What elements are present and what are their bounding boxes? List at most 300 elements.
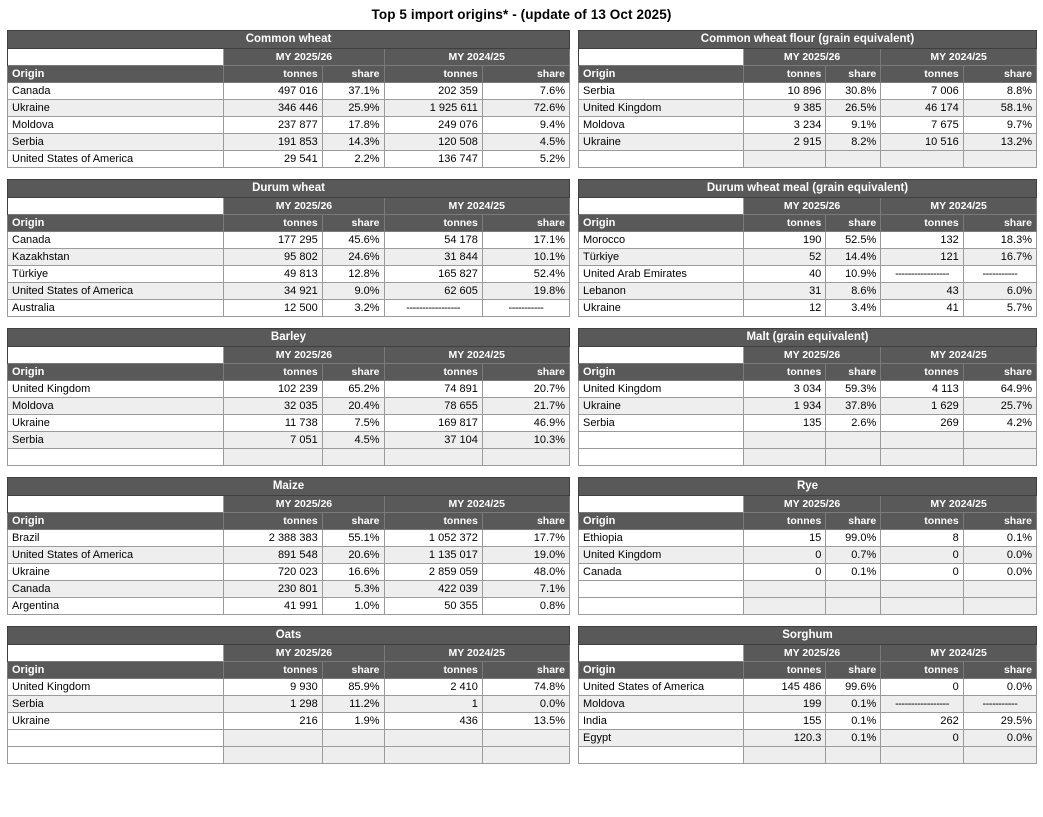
- table-common-wheat-flour: [578, 30, 1037, 168]
- cell-share-current: 65.2%: [322, 381, 384, 398]
- table-oats: [7, 626, 570, 764]
- cell-tonnes-current: 177 295: [224, 232, 322, 249]
- cell-tonnes-current: 12: [743, 300, 825, 317]
- left-column: [0, 30, 578, 775]
- cell-share-current: 20.6%: [322, 547, 384, 564]
- table-maize: [7, 477, 570, 615]
- cell-empty: [322, 449, 384, 466]
- cell-origin: Serbia: [8, 134, 224, 151]
- cell-tonnes-current: 34 921: [224, 283, 322, 300]
- cell-tonnes-current: 135: [743, 415, 825, 432]
- table-durum-wheat-meal: [578, 179, 1037, 317]
- table-row: [8, 249, 570, 266]
- table-row: [8, 398, 570, 415]
- header-my-previous: MY 2024/25: [384, 49, 569, 66]
- cell-share-current: 85.9%: [322, 679, 384, 696]
- cell-share-previous: 16.7%: [963, 249, 1036, 266]
- cell-share-current: 99.6%: [826, 679, 881, 696]
- table-title: Oats: [8, 627, 570, 645]
- cell-empty: [743, 598, 825, 615]
- cell-tonnes-previous: 422 039: [384, 581, 482, 598]
- cell-share-previous: 13.2%: [963, 134, 1036, 151]
- header-share-previous: share: [963, 215, 1036, 232]
- import-origins-table: [7, 30, 570, 168]
- cell-share-current: 1.0%: [322, 598, 384, 615]
- cell-tonnes-previous: 2 859 059: [384, 564, 482, 581]
- cell-share-previous: 4.5%: [482, 134, 569, 151]
- table-row: [8, 151, 570, 168]
- cell-tonnes-current: 145 486: [743, 679, 825, 696]
- cell-share-previous: 7.1%: [482, 581, 569, 598]
- cell-share-current: 1.9%: [322, 713, 384, 730]
- cell-share-current: 14.4%: [826, 249, 881, 266]
- cell-empty: [482, 449, 569, 466]
- cell-share-previous: 19.8%: [482, 283, 569, 300]
- cell-tonnes-previous: 0: [881, 679, 963, 696]
- cell-tonnes-previous: 0: [881, 547, 963, 564]
- table-row: [579, 266, 1037, 283]
- table-row: [8, 415, 570, 432]
- header-my-previous: MY 2024/25: [881, 198, 1037, 215]
- cell-tonnes-current: 9 930: [224, 679, 322, 696]
- header-my-current: MY 2025/26: [743, 49, 880, 66]
- table-row: [8, 117, 570, 134]
- header-origin: Origin: [579, 513, 744, 530]
- cell-tonnes-previous: 0: [881, 730, 963, 747]
- cell-tonnes-previous: 2 410: [384, 679, 482, 696]
- table-filler-row: [579, 151, 1037, 168]
- cell-origin: Serbia: [8, 432, 224, 449]
- header-share-current: share: [322, 513, 384, 530]
- cell-share-previous: 0.0%: [482, 696, 569, 713]
- table-title: Maize: [8, 478, 570, 496]
- cell-empty: [743, 747, 825, 764]
- cell-origin: Canada: [8, 581, 224, 598]
- cell-tonnes-current: 2 388 383: [224, 530, 322, 547]
- cell-share-current: 37.1%: [322, 83, 384, 100]
- cell-tonnes-previous: 37 104: [384, 432, 482, 449]
- cell-origin: Lebanon: [579, 283, 744, 300]
- cell-tonnes-current: 31: [743, 283, 825, 300]
- cell-share-previous: 29.5%: [963, 713, 1036, 730]
- header-share-current: share: [826, 66, 881, 83]
- header-share-current: share: [826, 513, 881, 530]
- cell-share-current: 45.6%: [322, 232, 384, 249]
- table-title: Durum wheat meal (grain equivalent): [579, 180, 1037, 198]
- table-barley: [7, 328, 570, 466]
- cell-empty: [826, 747, 881, 764]
- cell-share-previous: 0.8%: [482, 598, 569, 615]
- cell-share-current: 7.5%: [322, 415, 384, 432]
- cell-origin: Australia: [8, 300, 224, 317]
- cell-tonnes-current: 120.3: [743, 730, 825, 747]
- cell-tonnes-previous: 169 817: [384, 415, 482, 432]
- table-row: [579, 117, 1037, 134]
- header-my-previous: MY 2024/25: [881, 496, 1037, 513]
- cell-share-current: 0.7%: [826, 547, 881, 564]
- header-tonnes-previous: tonnes: [384, 662, 482, 679]
- cell-origin: United Kingdom: [579, 547, 744, 564]
- cell-share-current: 16.6%: [322, 564, 384, 581]
- table-title: Barley: [8, 329, 570, 347]
- cell-share-previous: -----------: [963, 266, 1036, 283]
- table-row: [579, 381, 1037, 398]
- cell-share-current: 55.1%: [322, 530, 384, 547]
- cell-tonnes-current: 1 934: [743, 398, 825, 415]
- table-filler-row: [8, 449, 570, 466]
- cell-origin: Ukraine: [579, 398, 744, 415]
- cell-share-current: 3.4%: [826, 300, 881, 317]
- cell-share-previous: 10.3%: [482, 432, 569, 449]
- cell-tonnes-previous: -----------------: [881, 266, 963, 283]
- cell-share-previous: -----------: [482, 300, 569, 317]
- cell-origin: Moldova: [8, 117, 224, 134]
- cell-share-previous: 46.9%: [482, 415, 569, 432]
- cell-origin: Serbia: [8, 696, 224, 713]
- cell-origin: Moldova: [579, 696, 744, 713]
- cell-tonnes-previous: 43: [881, 283, 963, 300]
- table-row: [579, 283, 1037, 300]
- header-spacer: [8, 496, 224, 513]
- header-my-current: MY 2025/26: [224, 645, 384, 662]
- table-sorghum: [578, 626, 1037, 764]
- cell-tonnes-previous: 74 891: [384, 381, 482, 398]
- cell-share-current: 14.3%: [322, 134, 384, 151]
- table-row: [8, 547, 570, 564]
- cell-share-previous: 0.0%: [963, 564, 1036, 581]
- header-tonnes-current: tonnes: [743, 513, 825, 530]
- cell-share-current: 25.9%: [322, 100, 384, 117]
- cell-share-current: 26.5%: [826, 100, 881, 117]
- cell-share-previous: 17.1%: [482, 232, 569, 249]
- cell-tonnes-previous: 7 675: [881, 117, 963, 134]
- cell-share-current: 10.9%: [826, 266, 881, 283]
- cell-share-current: 52.5%: [826, 232, 881, 249]
- cell-tonnes-current: 41 991: [224, 598, 322, 615]
- cell-empty: [8, 449, 224, 466]
- cell-tonnes-current: 191 853: [224, 134, 322, 151]
- cell-tonnes-previous: 62 605: [384, 283, 482, 300]
- cell-empty: [881, 598, 963, 615]
- table-filler-row: [579, 747, 1037, 764]
- table-filler-row: [579, 449, 1037, 466]
- cell-share-previous: 0.0%: [963, 547, 1036, 564]
- cell-share-previous: 7.6%: [482, 83, 569, 100]
- header-share-current: share: [826, 364, 881, 381]
- cell-tonnes-current: 891 548: [224, 547, 322, 564]
- cell-empty: [826, 432, 881, 449]
- cell-empty: [482, 747, 569, 764]
- cell-tonnes-previous: 120 508: [384, 134, 482, 151]
- cell-origin: India: [579, 713, 744, 730]
- cell-origin: United Arab Emirates: [579, 266, 744, 283]
- cell-share-previous: 21.7%: [482, 398, 569, 415]
- header-tonnes-current: tonnes: [224, 662, 322, 679]
- cell-tonnes-previous: 0: [881, 564, 963, 581]
- table-title: Sorghum: [579, 627, 1037, 645]
- cell-share-previous: 5.2%: [482, 151, 569, 168]
- table-filler-row: [8, 747, 570, 764]
- cell-origin: Ukraine: [8, 100, 224, 117]
- cell-origin: Kazakhstan: [8, 249, 224, 266]
- cell-tonnes-current: 3 234: [743, 117, 825, 134]
- table-row: [8, 530, 570, 547]
- header-tonnes-previous: tonnes: [881, 66, 963, 83]
- header-spacer: [579, 496, 744, 513]
- cell-origin: Serbia: [579, 83, 744, 100]
- table-row: [579, 679, 1037, 696]
- header-my-current: MY 2025/26: [224, 496, 384, 513]
- header-origin: Origin: [8, 215, 224, 232]
- cell-share-current: 5.3%: [322, 581, 384, 598]
- header-origin: Origin: [579, 364, 744, 381]
- cell-tonnes-current: 230 801: [224, 581, 322, 598]
- header-tonnes-previous: tonnes: [384, 364, 482, 381]
- table-durum-wheat: [7, 179, 570, 317]
- table-row: [579, 134, 1037, 151]
- cell-tonnes-current: 49 813: [224, 266, 322, 283]
- cell-share-previous: 52.4%: [482, 266, 569, 283]
- header-tonnes-previous: tonnes: [881, 364, 963, 381]
- cell-empty: [579, 747, 744, 764]
- cell-tonnes-previous: 165 827: [384, 266, 482, 283]
- header-my-previous: MY 2024/25: [384, 347, 569, 364]
- cell-share-previous: 10.1%: [482, 249, 569, 266]
- cell-tonnes-previous: 1: [384, 696, 482, 713]
- cell-empty: [224, 730, 322, 747]
- table-filler-row: [579, 598, 1037, 615]
- header-origin: Origin: [8, 364, 224, 381]
- cell-tonnes-previous: 121: [881, 249, 963, 266]
- cell-origin: Egypt: [579, 730, 744, 747]
- header-my-current: MY 2025/26: [743, 347, 880, 364]
- cell-origin: Moldova: [8, 398, 224, 415]
- table-row: [579, 415, 1037, 432]
- table-row: [579, 713, 1037, 730]
- cell-tonnes-previous: 136 747: [384, 151, 482, 168]
- cell-origin: Ethiopia: [579, 530, 744, 547]
- cell-empty: [384, 449, 482, 466]
- cell-tonnes-current: 0: [743, 564, 825, 581]
- table-title: Common wheat: [8, 31, 570, 49]
- table-row: [8, 432, 570, 449]
- table-row: [8, 232, 570, 249]
- table-row: [579, 83, 1037, 100]
- cell-empty: [8, 747, 224, 764]
- table-row: [8, 679, 570, 696]
- header-tonnes-current: tonnes: [224, 66, 322, 83]
- cell-origin: United States of America: [8, 283, 224, 300]
- table-row: [579, 100, 1037, 117]
- table-row: [8, 283, 570, 300]
- cell-share-current: 24.6%: [322, 249, 384, 266]
- cell-empty: [743, 151, 825, 168]
- cell-empty: [963, 581, 1036, 598]
- cell-empty: [881, 747, 963, 764]
- cell-share-current: 4.5%: [322, 432, 384, 449]
- cell-empty: [826, 598, 881, 615]
- cell-empty: [579, 598, 744, 615]
- cell-origin: Argentina: [8, 598, 224, 615]
- cell-origin: Ukraine: [8, 564, 224, 581]
- import-origins-table: [578, 30, 1037, 168]
- cell-empty: [881, 449, 963, 466]
- cell-tonnes-current: 7 051: [224, 432, 322, 449]
- cell-origin: Brazil: [8, 530, 224, 547]
- header-share-previous: share: [963, 66, 1036, 83]
- cell-tonnes-current: 32 035: [224, 398, 322, 415]
- header-my-previous: MY 2024/25: [384, 645, 569, 662]
- cell-origin: Ukraine: [8, 415, 224, 432]
- cell-share-current: 2.6%: [826, 415, 881, 432]
- cell-empty: [224, 449, 322, 466]
- header-share-previous: share: [482, 66, 569, 83]
- cell-share-current: 9.1%: [826, 117, 881, 134]
- header-share-current: share: [322, 215, 384, 232]
- cell-tonnes-current: 9 385: [743, 100, 825, 117]
- cell-tonnes-current: 102 239: [224, 381, 322, 398]
- cell-share-current: 12.8%: [322, 266, 384, 283]
- cell-origin: Türkiye: [579, 249, 744, 266]
- cell-tonnes-previous: 1 629: [881, 398, 963, 415]
- cell-tonnes-current: 10 896: [743, 83, 825, 100]
- table-row: [8, 134, 570, 151]
- table-row: [579, 249, 1037, 266]
- table-row: [579, 232, 1037, 249]
- cell-tonnes-previous: 46 174: [881, 100, 963, 117]
- header-origin: Origin: [8, 513, 224, 530]
- cell-tonnes-current: 52: [743, 249, 825, 266]
- header-my-current: MY 2025/26: [743, 645, 880, 662]
- cell-share-previous: 5.7%: [963, 300, 1036, 317]
- header-tonnes-previous: tonnes: [384, 513, 482, 530]
- header-tonnes-previous: tonnes: [881, 662, 963, 679]
- cell-share-previous: 18.3%: [963, 232, 1036, 249]
- cell-tonnes-current: 190: [743, 232, 825, 249]
- cell-origin: Canada: [8, 232, 224, 249]
- header-tonnes-previous: tonnes: [384, 215, 482, 232]
- cell-tonnes-previous: 41: [881, 300, 963, 317]
- cell-share-current: 11.2%: [322, 696, 384, 713]
- cell-tonnes-previous: 436: [384, 713, 482, 730]
- cell-share-previous: 64.9%: [963, 381, 1036, 398]
- cell-share-current: 0.1%: [826, 713, 881, 730]
- cell-origin: Türkiye: [8, 266, 224, 283]
- cell-tonnes-previous: 202 359: [384, 83, 482, 100]
- cell-empty: [384, 747, 482, 764]
- cell-empty: [963, 432, 1036, 449]
- cell-empty: [963, 598, 1036, 615]
- tables-grid: [0, 30, 1043, 775]
- table-row: [8, 83, 570, 100]
- header-tonnes-current: tonnes: [224, 215, 322, 232]
- header-share-previous: share: [963, 662, 1036, 679]
- table-row: [579, 696, 1037, 713]
- cell-empty: [579, 432, 744, 449]
- cell-share-current: 0.1%: [826, 564, 881, 581]
- cell-share-previous: 6.0%: [963, 283, 1036, 300]
- cell-share-current: 30.8%: [826, 83, 881, 100]
- cell-share-previous: 4.2%: [963, 415, 1036, 432]
- header-tonnes-current: tonnes: [224, 364, 322, 381]
- cell-empty: [826, 151, 881, 168]
- table-common-wheat: [7, 30, 570, 168]
- cell-empty: [963, 747, 1036, 764]
- header-tonnes-previous: tonnes: [881, 215, 963, 232]
- header-share-current: share: [826, 215, 881, 232]
- header-tonnes-current: tonnes: [743, 364, 825, 381]
- cell-origin: United Kingdom: [8, 679, 224, 696]
- cell-tonnes-current: 95 802: [224, 249, 322, 266]
- right-column: [578, 30, 1043, 775]
- cell-empty: [963, 449, 1036, 466]
- cell-tonnes-previous: 78 655: [384, 398, 482, 415]
- cell-share-previous: 0.0%: [963, 730, 1036, 747]
- header-my-current: MY 2025/26: [224, 198, 384, 215]
- cell-share-current: 20.4%: [322, 398, 384, 415]
- cell-tonnes-previous: 7 006: [881, 83, 963, 100]
- cell-tonnes-current: 40: [743, 266, 825, 283]
- cell-share-previous: 9.7%: [963, 117, 1036, 134]
- header-spacer: [579, 198, 744, 215]
- header-my-previous: MY 2024/25: [881, 347, 1037, 364]
- header-share-current: share: [826, 662, 881, 679]
- cell-origin: Serbia: [579, 415, 744, 432]
- header-tonnes-previous: tonnes: [384, 66, 482, 83]
- cell-origin: Morocco: [579, 232, 744, 249]
- cell-tonnes-current: 199: [743, 696, 825, 713]
- header-origin: Origin: [579, 215, 744, 232]
- cell-share-current: 59.3%: [826, 381, 881, 398]
- import-origins-table: [578, 328, 1037, 466]
- cell-empty: [224, 747, 322, 764]
- cell-share-previous: 20.7%: [482, 381, 569, 398]
- cell-tonnes-current: 3 034: [743, 381, 825, 398]
- table-row: [8, 581, 570, 598]
- header-share-previous: share: [482, 215, 569, 232]
- cell-tonnes-previous: 262: [881, 713, 963, 730]
- cell-empty: [579, 581, 744, 598]
- cell-share-previous: 17.7%: [482, 530, 569, 547]
- cell-share-previous: 58.1%: [963, 100, 1036, 117]
- cell-share-previous: 48.0%: [482, 564, 569, 581]
- table-title: Durum wheat: [8, 180, 570, 198]
- header-spacer: [579, 645, 744, 662]
- table-title: Common wheat flour (grain equivalent): [579, 31, 1037, 49]
- table-row: [579, 547, 1037, 564]
- cell-tonnes-previous: 10 516: [881, 134, 963, 151]
- table-filler-row: [579, 432, 1037, 449]
- cell-origin: Canada: [579, 564, 744, 581]
- cell-share-current: 9.0%: [322, 283, 384, 300]
- header-share-current: share: [322, 66, 384, 83]
- header-tonnes-current: tonnes: [224, 513, 322, 530]
- import-origins-table: [7, 626, 570, 764]
- cell-empty: [579, 151, 744, 168]
- header-tonnes-current: tonnes: [743, 662, 825, 679]
- header-spacer: [8, 347, 224, 364]
- cell-tonnes-previous: 269: [881, 415, 963, 432]
- header-my-current: MY 2025/26: [224, 49, 384, 66]
- cell-share-current: 8.6%: [826, 283, 881, 300]
- cell-share-previous: 13.5%: [482, 713, 569, 730]
- cell-share-previous: 74.8%: [482, 679, 569, 696]
- cell-tonnes-current: 11 738: [224, 415, 322, 432]
- cell-tonnes-previous: 54 178: [384, 232, 482, 249]
- table-row: [579, 300, 1037, 317]
- cell-share-current: 37.8%: [826, 398, 881, 415]
- cell-origin: Canada: [8, 83, 224, 100]
